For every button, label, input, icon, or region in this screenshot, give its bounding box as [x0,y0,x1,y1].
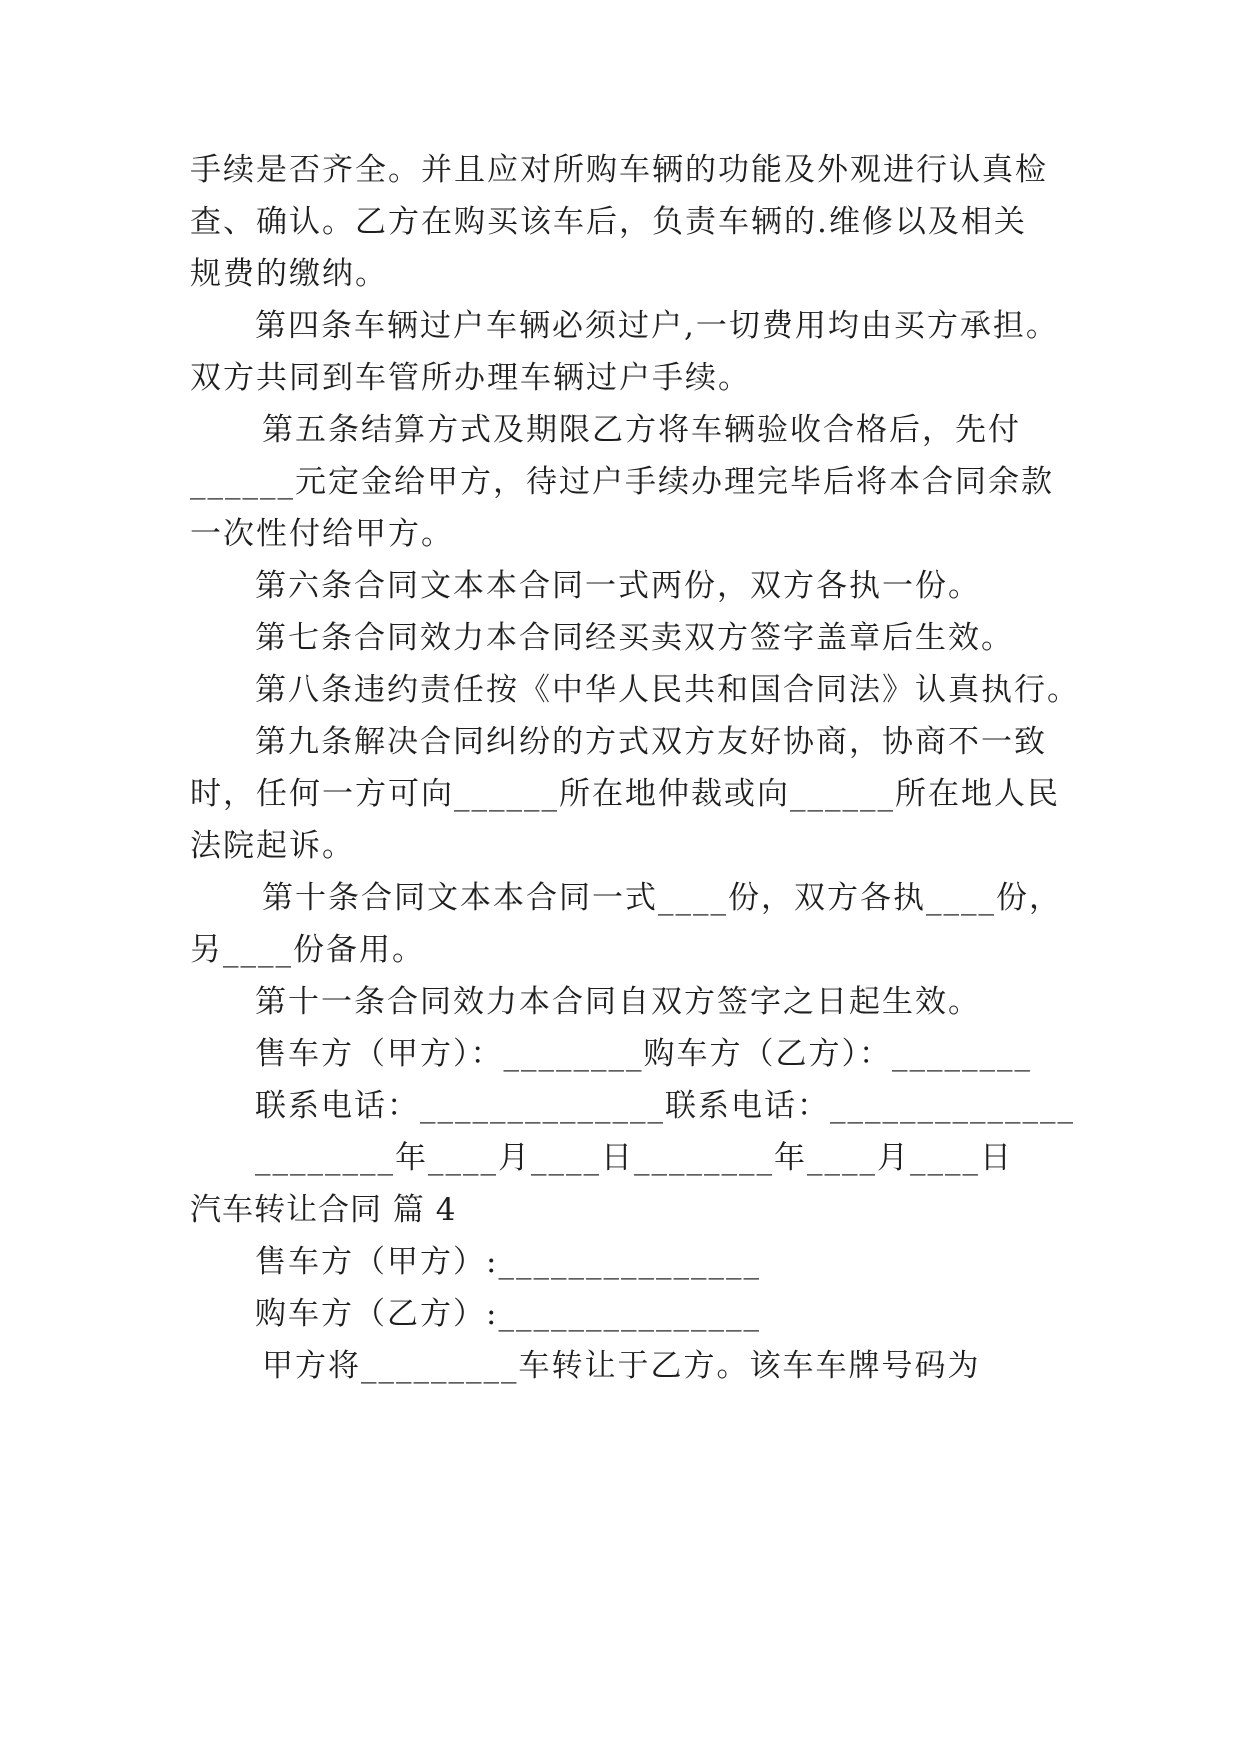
transfer-line: 甲方将_________车转让于乙方。该车车牌号码为 [262,1348,981,1384]
article-5-line-3: 一次性付给甲方。 [190,516,454,552]
article-9-line-3: 法院起诉。 [190,828,355,864]
article-5-line-2: ______元定金给甲方，待过户手续办理完毕后将本合同余款 [190,464,1054,500]
article-7: 第七条合同效力本合同经买卖双方签字盖章后生效。 [255,620,1014,656]
text-line-3: 规费的缴纳。 [190,256,388,292]
text-line-2: 查、确认。乙方在购买该车后，负责车辆的.维修以及相关 [190,204,1027,240]
article-11: 第十一条合同效力本合同自双方签字之日起生效。 [255,984,981,1020]
article-9-line-1: 第九条解决合同纠纷的方式双方友好协商，协商不一致 [255,724,1047,760]
article-4-line-2: 双方共同到车管所办理车辆过户手续。 [190,360,751,396]
seller-line: 售车方（甲方）:_______________ [255,1244,761,1280]
text-line-1: 手续是否齐全。并且应对所购车辆的功能及外观进行认真检 [190,152,1048,188]
article-9-line-2: 时，任何一方可向______所在地仲裁或向______所在地人民 [190,776,1060,812]
signature-parties-line: 售车方（甲方）：________购车方（乙方）：________ [255,1036,1032,1072]
article-10-line-2: 另____份备用。 [190,932,425,968]
article-6: 第六条合同文本本合同一式两份，双方各执一份。 [255,568,981,604]
article-8: 第八条违约责任按《中华人民共和国合同法》认真执行。 [255,672,1080,708]
article-5-line-1: 第五条结算方式及期限乙方将车辆验收合格后，先付 [262,412,1021,448]
signature-phone-line: 联系电话：______________联系电话：______________ [255,1088,1075,1124]
section-heading: 汽车转让合同 篇 4 [190,1192,457,1228]
buyer-line: 购车方（乙方）:_______________ [255,1296,761,1332]
article-4-line-1: 第四条车辆过户车辆必须过户,一切费用均由买方承担。 [255,308,1059,344]
article-10-line-1: 第十条合同文本本合同一式____份，双方各执____份， [262,880,1062,916]
signature-date-line: ________年____月____日________年____月____日 [255,1140,1013,1176]
